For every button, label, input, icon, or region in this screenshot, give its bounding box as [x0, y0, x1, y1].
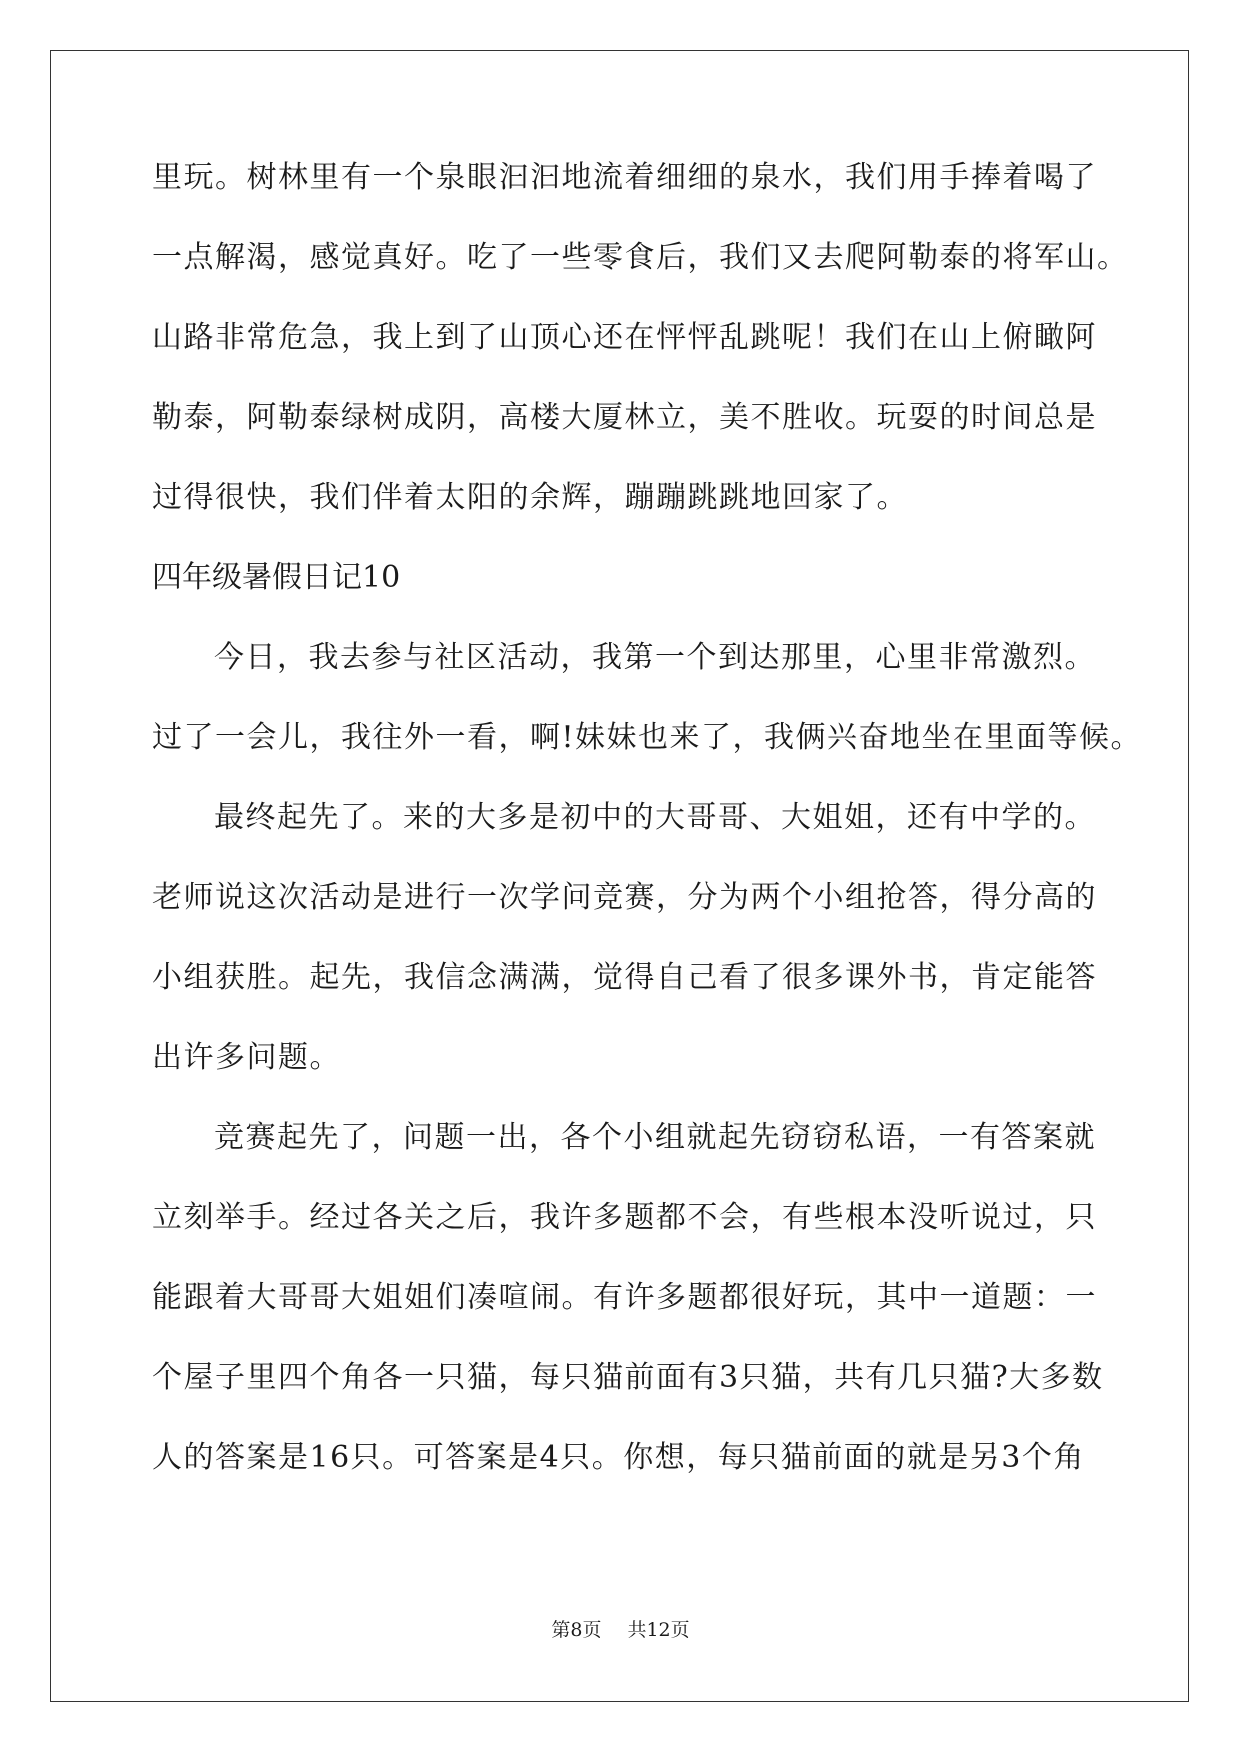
page-footer: [0, 1618, 1241, 1642]
page-number: 第8页: [551, 1619, 602, 1641]
paragraph-line: 最终起先了。来的大多是初中的大哥哥、大姐姐，还有中学的。: [214, 800, 1096, 835]
paragraph-line: 今日，我去参与社区活动，我第一个到达那里，心里非常激烈。: [214, 640, 1096, 675]
page-total: 共12页: [627, 1619, 690, 1641]
paragraph-line: 竞赛起先了，问题一出，各个小组就起先窃窃私语，一有答案就: [214, 1120, 1096, 1155]
paragraph-line: 一点解渴，感觉真好。吃了一些零食后，我们又去爬阿勒泰的将军山。: [152, 240, 1129, 275]
paragraph-line: 老师说这次活动是进行一次学问竞赛，分为两个小组抢答，得分高的: [152, 880, 1097, 915]
paragraph-line: 过得很快，我们伴着太阳的余辉，蹦蹦跳跳地回家了。: [152, 480, 908, 515]
paragraph-line: 山路非常危急，我上到了山顶心还在怦怦乱跳呢！我们在山上俯瞰阿: [152, 320, 1097, 355]
paragraph-line: 立刻举手。经过各关之后，我许多题都不会，有些根本没听说过，只: [152, 1200, 1097, 1235]
paragraph-line: 小组获胜。起先，我信念满满，觉得自己看了很多课外书，肯定能答: [152, 960, 1097, 995]
paragraph-line: 能跟着大哥哥大姐姐们凑喧闹。有许多题都很好玩，其中一道题：一: [152, 1280, 1097, 1315]
document-body: [152, 158, 1143, 1518]
paragraph-line: 勒泰，阿勒泰绿树成阴，高楼大厦林立，美不胜收。玩耍的时间总是: [152, 400, 1097, 435]
paragraph-line: 出许多问题。: [152, 1040, 341, 1075]
paragraph-line: 个屋子里四个角各一只猫，每只猫前面有3只猫，共有几只猫?大多数: [152, 1360, 1104, 1395]
paragraph-line: 过了一会儿，我往外一看，啊!妹妹也来了，我俩兴奋地坐在里面等候。: [152, 720, 1143, 755]
section-heading: 四年级暑假日记10: [152, 560, 401, 595]
paragraph-line: 人的答案是16只。可答案是4只。你想，每只猫前面的就是另3个角: [152, 1440, 1085, 1475]
paragraph-line: 里玩。树林里有一个泉眼汩汩地流着细细的泉水，我们用手捧着喝了: [152, 160, 1097, 195]
